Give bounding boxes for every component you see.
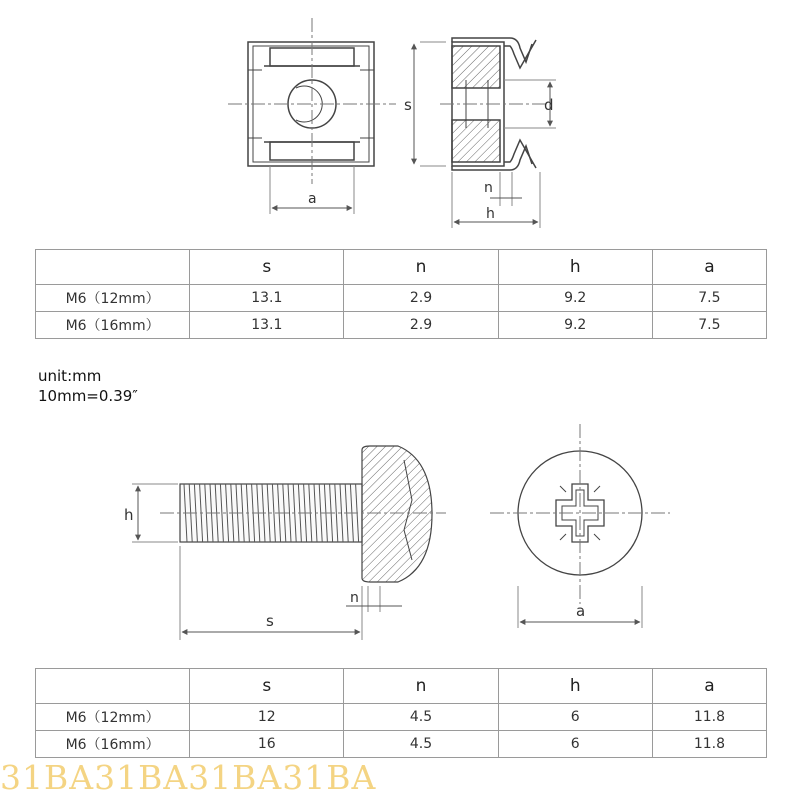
row-label: M6（16mm） bbox=[36, 731, 190, 758]
screw-dim-s-label: s bbox=[266, 612, 274, 630]
row-label: M6（12mm） bbox=[36, 285, 190, 312]
table-cell: 4.5 bbox=[344, 704, 498, 731]
cage-nut-front-view bbox=[228, 18, 396, 214]
side-dim-h-label: h bbox=[486, 206, 495, 222]
header-cell-a: a bbox=[652, 250, 766, 285]
screw-dim-n-label: n bbox=[350, 590, 359, 606]
table-cell: 2.9 bbox=[344, 285, 498, 312]
table-cell: 2.9 bbox=[344, 312, 498, 339]
table-row bbox=[36, 312, 767, 339]
header-cell-h: h bbox=[498, 669, 652, 704]
table-cell: 9.2 bbox=[498, 312, 652, 339]
table-row bbox=[36, 285, 767, 312]
screw-dim-h-label: h bbox=[124, 506, 134, 524]
unit-note-line2: 10mm=0.39″ bbox=[38, 387, 138, 405]
header-cell-h: h bbox=[498, 250, 652, 285]
row-label: M6（16mm） bbox=[36, 312, 190, 339]
screw-head-top-view bbox=[490, 424, 670, 628]
table-cell: 16 bbox=[190, 731, 344, 758]
header-cell bbox=[36, 250, 190, 285]
table-cell: 7.5 bbox=[652, 285, 766, 312]
table-cell: 13.1 bbox=[190, 285, 344, 312]
cage-nut-spec-table bbox=[35, 249, 767, 339]
row-label: M6（12mm） bbox=[36, 704, 190, 731]
table-cell: 6 bbox=[498, 731, 652, 758]
side-dim-d-label: d bbox=[544, 96, 554, 114]
header-cell bbox=[36, 669, 190, 704]
side-dim-n-label: n bbox=[484, 180, 493, 196]
table-row bbox=[36, 704, 767, 731]
table-cell: 11.8 bbox=[652, 731, 766, 758]
table-cell: 12 bbox=[190, 704, 344, 731]
table-cell: 13.1 bbox=[190, 312, 344, 339]
table-header-row bbox=[36, 250, 767, 285]
table-cell: 6 bbox=[498, 704, 652, 731]
screw-spec-table bbox=[35, 668, 767, 758]
screw-side-view bbox=[132, 446, 446, 640]
screw-head-dim-a-label: a bbox=[576, 602, 586, 620]
side-dim-s-label: s bbox=[404, 96, 412, 114]
header-cell-n: n bbox=[344, 250, 498, 285]
cage-nut-side-view bbox=[414, 38, 556, 228]
unit-note-line1: unit:mm bbox=[38, 367, 102, 385]
front-dim-a-label: a bbox=[308, 191, 317, 207]
watermark-text: 31BA31BA31BA31BA bbox=[0, 758, 377, 797]
header-cell-a: a bbox=[652, 669, 766, 704]
table-cell: 11.8 bbox=[652, 704, 766, 731]
table-cell: 7.5 bbox=[652, 312, 766, 339]
header-cell-s: s bbox=[190, 669, 344, 704]
table-header-row bbox=[36, 669, 767, 704]
unit-note bbox=[38, 366, 138, 406]
header-cell-s: s bbox=[190, 250, 344, 285]
table-row bbox=[36, 731, 767, 758]
table-cell: 4.5 bbox=[344, 731, 498, 758]
table-cell: 9.2 bbox=[498, 285, 652, 312]
header-cell-n: n bbox=[344, 669, 498, 704]
